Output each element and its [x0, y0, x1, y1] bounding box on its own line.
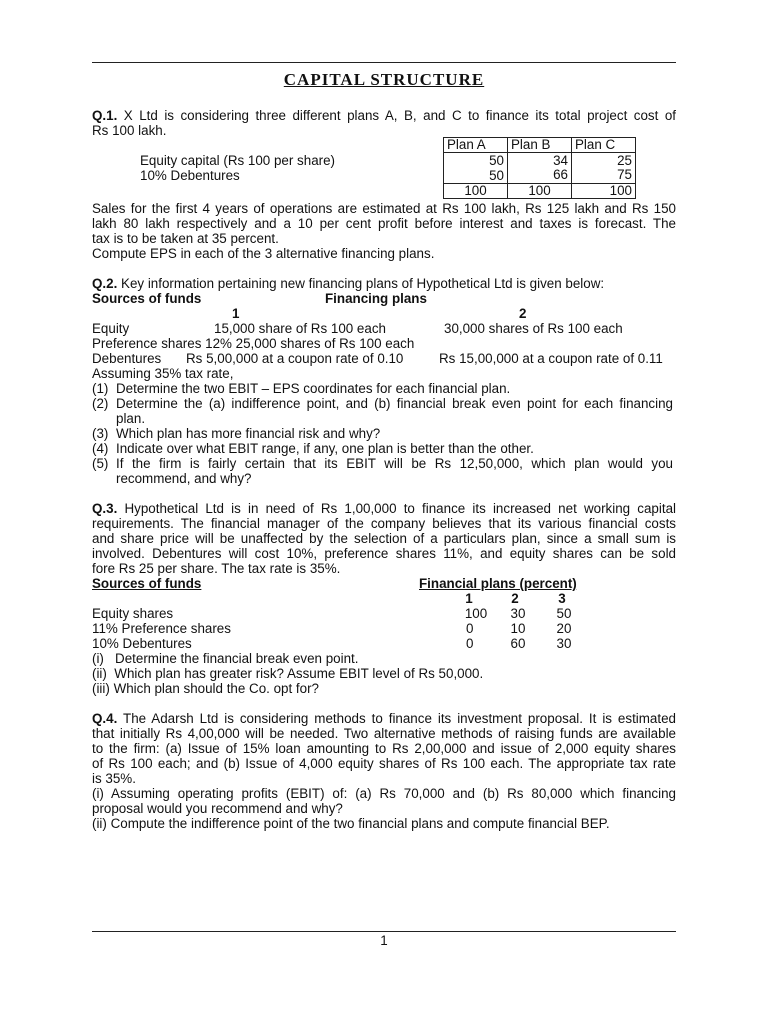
q3-text-line-2: requirements. The financial manager of the company believes that its various financial costs — [92, 516, 676, 531]
q3-text-line-4: involved. Debentures will cost 10%, preference shares 11%, and equity shares can be sold — [92, 546, 676, 561]
header-rule — [92, 62, 676, 63]
q3-plan-3-number: 3 — [558, 591, 566, 606]
q2-item-1-text: Determine the two EBIT – EPS coordinates for each financial plan. — [116, 381, 511, 396]
q1-plan-a-debentures: 50 — [489, 168, 504, 183]
q1-plan-b-equity: 34 — [553, 153, 568, 168]
page-number: 1 — [380, 933, 388, 948]
q4-text-line-7: proposal would you recommend and why? — [92, 801, 343, 816]
q1-plans-table — [443, 137, 636, 199]
q1-total-plan-a: 100 — [444, 184, 508, 199]
q2-plan-1-number: 1 — [232, 306, 240, 321]
q1-text-line-2: lakh 80 lakh respectively and a 10 per cent profit before interest and taxes is forecast. The — [92, 216, 676, 231]
q2-preference-line: Preference shares 12% 25,000 shares of Rs 100 each — [92, 336, 415, 351]
q2-item-5-text-cont: recommend, and why? — [116, 471, 252, 486]
q1-text-line-4: Compute EPS in each of the 3 alternative financing plans. — [92, 246, 435, 261]
q2-label: Q.2. — [92, 276, 118, 291]
q4-text-line-2: that initially Rs 4,00,000 will be needed. Two alternative methods of raising funds are available — [92, 726, 676, 741]
q1-table-total-row — [444, 184, 636, 199]
q1-table-header-row — [444, 138, 636, 153]
q1-plan-c-debentures: 75 — [617, 167, 632, 182]
q1-row-debentures-label: 10% Debentures — [140, 168, 240, 183]
q3-plan-2-number: 2 — [511, 591, 519, 606]
q2-intro — [92, 276, 676, 291]
q2-plan-2-number: 2 — [519, 306, 527, 321]
q3-preference-plan-3: 20 — [556, 621, 572, 636]
q2-equity-plan-2: 30,000 shares of Rs 100 each — [444, 321, 623, 336]
q2-item-5-number: (5) — [92, 456, 109, 471]
q3-preference-plan-1: 0 — [466, 621, 474, 636]
q2-equity-plan-1: 15,000 share of Rs 100 each — [214, 321, 386, 336]
q4-text-line-1 — [92, 711, 676, 726]
q2-item-4-number: (4) — [92, 441, 109, 456]
q2-plans-header: Financing plans — [325, 291, 427, 306]
q2-sources-header: Sources of funds — [92, 291, 202, 306]
q3-debentures-plan-2: 60 — [510, 636, 526, 651]
q3-label: Q.3. — [92, 501, 118, 516]
q4-label: Q.4. — [92, 711, 118, 726]
q1-total-plan-c: 100 — [572, 184, 636, 199]
q1-header-plan-a: Plan A — [444, 138, 508, 153]
q3-row-equity-label: Equity shares — [92, 606, 174, 621]
q3-text-line-5: fore Rs 25 per share. The tax rate is 35%. — [92, 561, 341, 576]
q3-preference-plan-2: 10 — [510, 621, 526, 636]
q2-item-4-text: Indicate over what EBIT range, if any, one plan is better than the other. — [116, 441, 534, 456]
q2-item-2-number: (2) — [92, 396, 109, 411]
q1-intro-line-1 — [92, 108, 676, 123]
q3-equity-plan-1: 100 — [464, 606, 488, 621]
q3-text-1: Hypothetical Ltd is in need of Rs 1,00,000 to finance its increased net working capital — [117, 501, 676, 516]
q1-intro-line-2: Rs 100 lakh. — [92, 123, 167, 138]
q3-debentures-plan-1: 0 — [466, 636, 474, 651]
q2-item-2-text-cont: plan. — [116, 411, 146, 426]
q4-text-line-6: (i) Assuming operating profits (EBIT) of: (a) Rs 70,000 and (b) Rs 80,000 which financing — [92, 786, 676, 801]
q1-plan-b-values — [508, 153, 572, 184]
q4-text-line-8: (ii) Compute the indifference point of the two financial plans and compute financial BEP. — [92, 816, 610, 831]
q2-debentures-plan-2: Rs 15,00,000 at a coupon rate of 0.11 — [439, 351, 663, 366]
q3-equity-plan-2: 30 — [510, 606, 526, 621]
q3-equity-plan-3: 50 — [556, 606, 572, 621]
q2-debentures-plan-1: Rs 5,00,000 at a coupon rate of 0.10 — [186, 351, 404, 366]
q1-plan-a-equity: 50 — [489, 153, 504, 168]
q4-text-1: The Adarsh Ltd is considering methods to finance its investment proposal. It is estimated — [117, 711, 676, 726]
q1-table-data-row — [444, 153, 636, 184]
q2-equity-label: Equity — [92, 321, 130, 336]
q4-text-line-3: to the firm: (a) Issue of 15% loan amounting to Rs 2,00,000 and issue of 2,000 equity shares — [92, 741, 676, 756]
q4-text-line-5: is 35%. — [92, 771, 136, 786]
q3-plans-header: Financial plans (percent) — [419, 576, 577, 591]
q1-plan-c-values — [572, 153, 636, 184]
q1-header-plan-b: Plan B — [508, 138, 572, 153]
q1-label: Q.1. — [92, 108, 118, 123]
q2-item-3-number: (3) — [92, 426, 109, 441]
q1-plan-c-equity: 25 — [617, 153, 632, 168]
q3-plan-1-number: 1 — [465, 591, 473, 606]
q3-row-debentures-label: 10% Debentures — [92, 636, 192, 651]
q1-text-line-3: tax is to be taken at 35 percent. — [92, 231, 279, 246]
q2-tax-line: Assuming 35% tax rate, — [92, 366, 234, 381]
q1-header-plan-c: Plan C — [572, 138, 636, 153]
q2-item-2-text: Determine the (a) indifference point, and (b) financial break even point for each financing — [116, 396, 673, 411]
q1-total-plan-b: 100 — [508, 184, 572, 199]
q3-sources-header: Sources of funds — [92, 576, 202, 591]
q3-debentures-plan-3: 30 — [556, 636, 572, 651]
q3-text-line-1 — [92, 501, 676, 516]
q1-plan-a-values — [444, 153, 508, 184]
page-title: CAPITAL STRUCTURE — [283, 70, 485, 89]
q2-item-1-number: (1) — [92, 381, 109, 396]
q3-row-preference-label: 11% Preference shares — [92, 621, 231, 636]
q1-row-equity-label: Equity capital (Rs 100 per share) — [140, 153, 336, 168]
q3-text-line-3: and share price will be unaffected by the selection of a particulars plan, since a small sum is — [92, 531, 676, 546]
q1-plan-b-debentures: 66 — [553, 167, 568, 182]
q2-debentures-label: Debentures — [92, 351, 162, 366]
q2-item-5-text: If the firm is fairly certain that its EBIT will be Rs 12,50,000, which plan would you — [116, 456, 673, 471]
q4-text-line-4: of Rs 100 each; and (b) Issue of 4,000 equity shares of Rs 100 each. The appropriate tax rate — [92, 756, 676, 771]
q1-intro-text: X Ltd is considering three different plans A, B, and C to finance its total project cost of — [117, 108, 676, 123]
q1-text-line-1: Sales for the first 4 years of operations are estimated at Rs 100 lakh, Rs 125 lakh and Rs 150 — [92, 201, 676, 216]
q3-item-3: (iii) Which plan should the Co. opt for? — [92, 681, 320, 696]
q2-item-3-text: Which plan has more financial risk and why? — [116, 426, 381, 441]
q3-item-1: (i) Determine the financial break even point. — [92, 651, 359, 666]
footer-rule — [92, 931, 676, 932]
q3-item-2: (ii) Which plan has greater risk? Assume EBIT level of Rs 50,000. — [92, 666, 484, 681]
q2-intro-text: Key information pertaining new financing plans of Hypothetical Ltd is given below: — [117, 276, 605, 291]
